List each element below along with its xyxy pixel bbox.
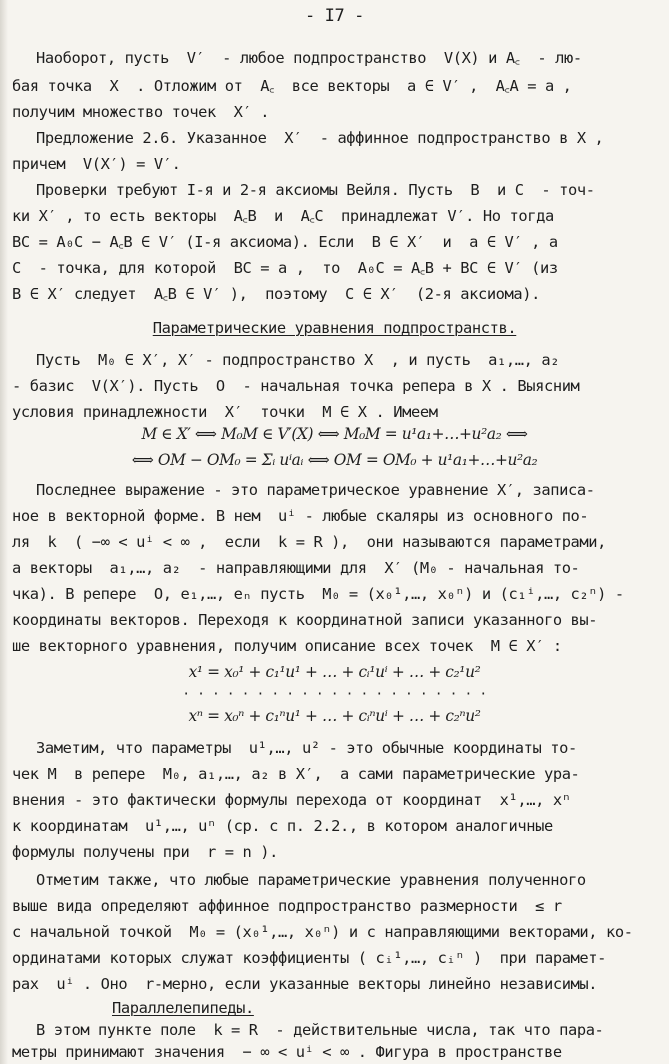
text-line: рах uⁱ . Оно r-мерно, если указанные векторы линейно независимы. (12, 975, 598, 993)
text-line: выше вида определяют аффинное подпространство размерности ≤ r (12, 897, 562, 915)
formula-ellipsis-row: · · · · · · · · · · · · · · · · · · · · · (182, 687, 487, 702)
text-line: ля k ( −∞ < uⁱ < ∞ , если k = R ), они называются параметрами, (12, 533, 607, 551)
text-line: с начальной точкой M₀ = (x₀¹,…, x₀ⁿ) и с направляющими векторами, ко- (12, 923, 633, 941)
text-line: бая точка X . Отложим от A꜀ все векторы a ∈ V′ , A꜀A = a , (12, 77, 572, 95)
section-heading (0, 318, 669, 339)
text-line: к координатам u¹,…, uⁿ (ср. с п. 2.2., в котором аналогичные (12, 817, 553, 835)
formula-line: ⟺ OM − OM₀ = Σᵢ uⁱaᵢ ⟺ OM = OM₀ + u¹a₁+…+u²a₂ (131, 451, 538, 469)
text-line: чек M в репере M₀, a₁,…, a₂ в X′, а сами параметрические ура- (12, 765, 580, 783)
text-line: внения - это фактически формулы перехода от координат x¹,…, xⁿ (12, 791, 571, 809)
text-line: координаты векторов. Переходя к координатной записи указанного вы- (12, 611, 598, 629)
formula-line: xⁿ = x₀ⁿ + c₁ⁿu¹ + … + cᵢⁿuⁱ + … + c₂ⁿu² (188, 707, 481, 725)
text-line: Последнее выражение - это параметрическое уравнение X′, записа- (36, 481, 595, 499)
section-heading-text: Параметрические уравнения подпространств. (152, 319, 517, 337)
text-line: причем V(X′) = V′. (12, 155, 181, 173)
text-line: ординатами которых служат коэффициенты ( cᵢ¹,…, cᵢⁿ ) при парамет- (12, 949, 607, 967)
text-line: условия принадлежности X′ точки M ∈ X . Имеем (12, 403, 438, 421)
text-line: C - точка, для которой BC = a , то A₀C = A꜀B + BC ∈ V′ (из (12, 259, 558, 277)
text-line: получим множество точек X′ . (12, 103, 270, 121)
text-line: Наоборот, пусть V′ - любое подпространство V(X) и A꜀ - лю- (36, 49, 582, 67)
page-binding-shadow (0, 0, 8, 1064)
page-number: - I7 - (304, 6, 364, 26)
text-line: В этом пункте поле k = R - действительные числа, так что пара- (36, 1021, 604, 1039)
text-line: Отметим также, что любые параметрические уравнения полученного (36, 871, 586, 889)
text-line: Пусть M₀ ∈ X′, X′ - подпространство X , и пусть a₁,…, a₂ (36, 351, 560, 369)
proposition-line: Предложение 2.6. Указанное X′ - аффинное подпространство в X , (36, 129, 604, 147)
section-heading (112, 998, 669, 1019)
formula-line: M ∈ X′ ⟺ M₀M ∈ V′(X) ⟺ M₀M = u¹a₁+…+u²a₂ ⟺ (141, 425, 528, 443)
text-line: Заметим, что параметры u¹,…, u² - это обычные координаты то- (36, 739, 577, 757)
text-line: B ∈ X′ следует A꜀B ∈ V′ ), поэтому C ∈ X′ (2-я аксиома). (12, 285, 541, 303)
formula-line: x¹ = x₀¹ + c₁¹u¹ + … + cᵢ¹uⁱ + … + c₂¹u² (188, 663, 481, 681)
text-line: - базис V(X′). Пусть O - начальная точка репера в X . Выясним (12, 377, 580, 395)
text-line: формулы получены при r = n ). (12, 843, 278, 861)
text-line: Проверки требуют I-я и 2-я аксиомы Вейля. Пусть B и C - точ- (36, 181, 595, 199)
text-line: а векторы a₁,…, a₂ - направляющими для X′ (M₀ - начальная то- (12, 559, 580, 577)
text-line: ки X′ , то есть векторы A꜀B и A꜀C принадлежат V′. Но тогда (12, 207, 554, 225)
text-line: BC = A₀C − A꜀B ∈ V′ (I-я аксиома). Если B ∈ X′ и a ∈ V′ , а (12, 233, 558, 251)
text-line: ное в векторной форме. В нем uⁱ - любые скаляры из основного по- (12, 507, 589, 525)
section-heading-text: Параллелепипеды. (112, 999, 254, 1017)
text-line: метры принимают значения − ∞ < uⁱ < ∞ . Фигура в пространстве (12, 1043, 562, 1061)
text-line: чка). В репере O, e₁,…, eₙ пусть M₀ = (x₀¹,…, x₀ⁿ) и (c₁ⁱ,…, c₂ⁿ) - (12, 585, 624, 603)
text-line: ше векторного уравнения, получим описание всех точек M ∈ X′ : (12, 637, 562, 655)
